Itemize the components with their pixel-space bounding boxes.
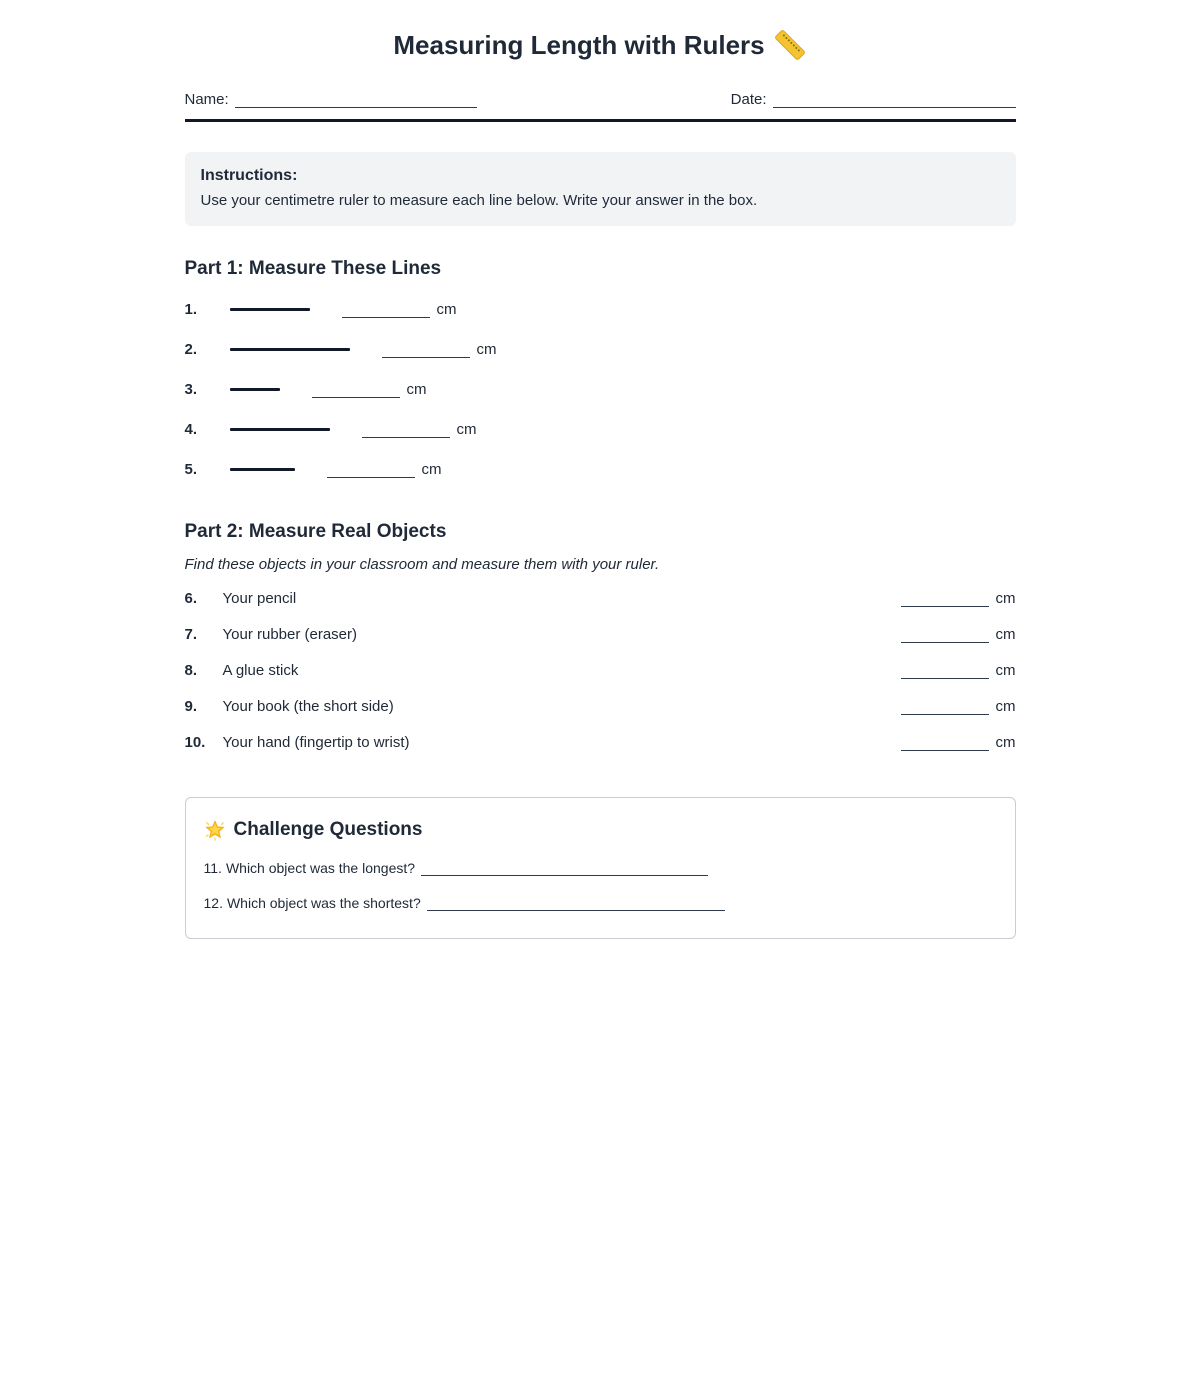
item-number: 8. [184, 661, 198, 679]
worksheet-page [185, 0, 1016, 939]
name-field-group [185, 91, 477, 108]
ruler-icon [773, 30, 807, 67]
unit-label: cm [995, 625, 1016, 643]
answer-group [362, 420, 477, 438]
item-number: 10. [184, 733, 206, 751]
answer-blank-line [901, 661, 989, 679]
object-row-hand [185, 724, 1016, 760]
glowing-star-icon [204, 819, 226, 841]
item-number: 3. [184, 380, 198, 398]
challenge-question-longest [204, 860, 997, 876]
answer-group [901, 589, 1016, 607]
measure-line-row-3 [185, 369, 1016, 409]
item-number: 2. [184, 340, 198, 358]
measure-line-segment [230, 388, 280, 391]
answer-group [342, 300, 457, 318]
answer-blank-line [901, 625, 989, 643]
answer-blank-line [421, 861, 708, 876]
object-row-book [185, 688, 1016, 724]
answer-blank-line [362, 420, 450, 438]
answer-blank-line [327, 460, 415, 478]
answer-group [382, 340, 497, 358]
answer-group [901, 697, 1016, 715]
measure-line-row-2 [185, 329, 1016, 369]
question-text: Which object was the shortest? [226, 895, 421, 911]
object-label: A glue stick [222, 661, 299, 679]
page-title [185, 30, 1016, 67]
part2-list [185, 580, 1016, 760]
object-label: Your book (the short side) [222, 697, 394, 715]
question-number: 11. [203, 860, 222, 876]
challenge-heading-row [204, 819, 997, 841]
object-row-rubber [185, 616, 1016, 652]
answer-blank-line [901, 697, 989, 715]
object-label: Your rubber (eraser) [222, 625, 358, 643]
measure-line-segment [230, 428, 330, 431]
unit-label: cm [995, 589, 1016, 607]
part1-list [185, 289, 1016, 489]
unit-label: cm [406, 380, 427, 398]
measure-line-segment [230, 348, 350, 351]
item-number: 9. [184, 697, 198, 715]
item-number: 6. [184, 589, 198, 607]
answer-group [312, 380, 427, 398]
name-blank-line [235, 92, 477, 108]
challenge-heading: Challenge Questions [233, 819, 423, 840]
measure-line-row-4 [185, 409, 1016, 449]
object-row-pencil [185, 580, 1016, 616]
unit-label: cm [995, 661, 1016, 679]
instructions-body: Use your centimetre ruler to measure each line below. Write your answer in the box. [200, 192, 758, 209]
item-number: 5. [184, 460, 198, 478]
measure-line-row-5 [185, 449, 1016, 489]
object-row-glue-stick [185, 652, 1016, 688]
instructions-box [185, 152, 1016, 226]
answer-blank-line [312, 380, 400, 398]
instructions-heading: Instructions: [200, 167, 298, 184]
unit-label: cm [995, 697, 1016, 715]
date-blank-line [773, 92, 1016, 108]
part2-heading: Part 2: Measure Real Objects [184, 521, 447, 542]
unit-label: cm [476, 340, 497, 358]
date-field-group [731, 91, 1016, 108]
measure-line-segment [230, 468, 295, 471]
unit-label: cm [436, 300, 457, 318]
item-number: 7. [184, 625, 198, 643]
date-label: Date: [730, 91, 767, 108]
unit-label: cm [995, 733, 1016, 751]
answer-group [901, 625, 1016, 643]
object-label: Your hand (fingertip to wrist) [222, 733, 410, 751]
unit-label: cm [421, 460, 442, 478]
question-text: Which object was the longest? [225, 860, 416, 876]
item-number: 1. [184, 300, 198, 318]
object-label: Your pencil [222, 589, 297, 607]
answer-blank-line [342, 300, 430, 318]
answer-group [901, 661, 1016, 679]
part1-heading: Part 1: Measure These Lines [184, 258, 442, 279]
challenge-question-shortest [204, 895, 997, 911]
answer-blank-line [382, 340, 470, 358]
unit-label: cm [456, 420, 477, 438]
answer-blank-line [427, 896, 725, 911]
part2-note: Find these objects in your classroom and measure them with your ruler. [184, 556, 660, 573]
question-number: 12. [203, 895, 223, 911]
page-title-text: Measuring Length with Rulers [393, 30, 765, 60]
answer-group [327, 460, 442, 478]
answer-group [901, 733, 1016, 751]
challenge-questions-box [185, 797, 1016, 939]
answer-blank-line [901, 733, 989, 751]
name-label: Name: [184, 91, 229, 108]
measure-line-row-1 [185, 289, 1016, 329]
item-number: 4. [184, 420, 198, 438]
measure-line-segment [230, 308, 310, 311]
answer-blank-line [901, 589, 989, 607]
name-date-row [185, 91, 1016, 122]
